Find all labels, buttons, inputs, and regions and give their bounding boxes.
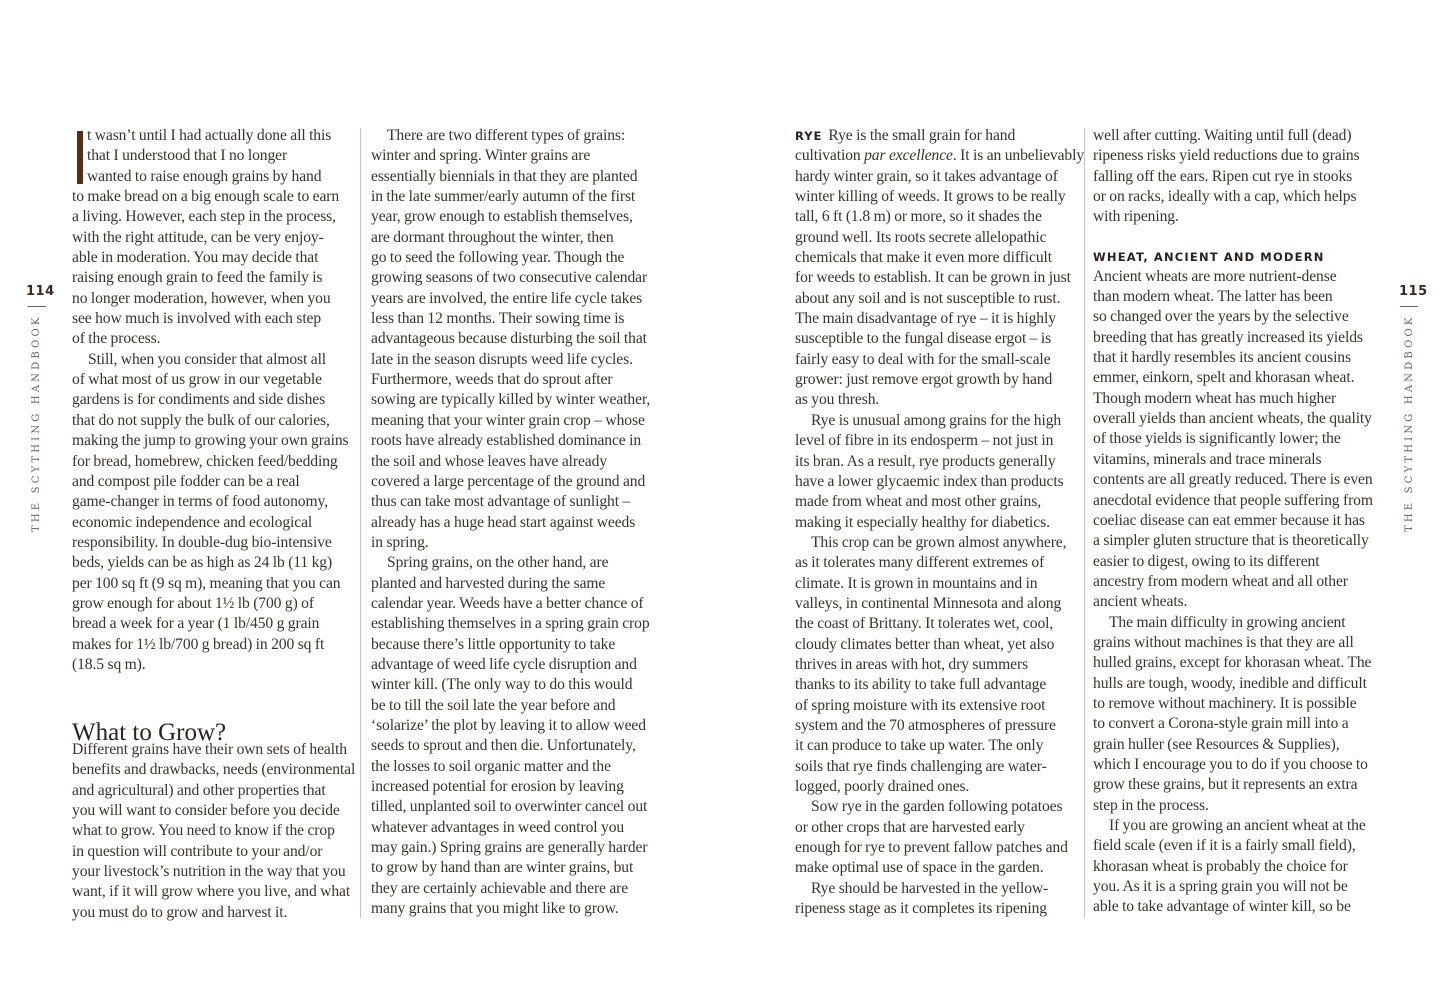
- text-line: a simpler gluten structure that is theoretically: [1093, 532, 1369, 550]
- text-line: field scale (even if it is a fairly small field),: [1093, 837, 1356, 855]
- text-line: that it hardly resembles its ancient cousins: [1093, 349, 1351, 367]
- text-line: This crop can be grown almost anywhere,: [811, 533, 1067, 551]
- text-line: that do not supply the bulk of our calories,: [72, 411, 330, 429]
- text-line: to grow by hand than are winter grains, but: [371, 859, 634, 877]
- text-line: of spring moisture with its extensive root: [795, 696, 1046, 714]
- text-line: Spring grains, on the other hand, are: [387, 554, 609, 572]
- text-line: as it tolerates many different extremes of: [795, 554, 1045, 572]
- page-number-left: 114: [26, 284, 55, 299]
- text-line: that I understood that I no longer: [87, 147, 288, 165]
- text-line: in spring.: [371, 533, 429, 551]
- text-line: logged, poorly drained ones.: [795, 778, 970, 795]
- text-line: climate. It is grown in mountains and in: [795, 574, 1038, 592]
- text-line: made from wheat and most other grains,: [795, 493, 1041, 511]
- text-line: susceptible to the fungal disease ergot – is: [795, 330, 1052, 348]
- text-line: you must do to grow and harvest it.: [72, 903, 288, 921]
- column-divider: [360, 128, 361, 918]
- text-line: to remove without machinery. It is possible: [1093, 694, 1357, 712]
- text-line: for bread, homebrew, chicken feed/bedding: [72, 452, 338, 470]
- text-line: of what most of us grow in our vegetable: [72, 371, 322, 389]
- text-line: be to till the soil late the year before and: [371, 696, 616, 714]
- text-line: responsibility. In double-dug bio-intensive: [72, 533, 332, 551]
- text-line: winter killing of weeds. It grows to be really: [795, 188, 1066, 206]
- text-line: may gain.) Spring grains are generally harder: [371, 839, 648, 857]
- paragraph: [1093, 267, 1378, 613]
- text-line: fairly easy to deal with for the small-scale: [795, 350, 1051, 368]
- text-line: grow these grains, but it represents an extra: [1093, 776, 1358, 794]
- text-line: because there’s little opportunity to take: [371, 635, 616, 653]
- text-line: of those yields is significantly lower; the: [1093, 430, 1341, 448]
- text-line: want, if it will grow where you live, and what: [72, 883, 351, 901]
- text-line: emmer, einkorn, spelt and khorasan wheat.: [1093, 369, 1355, 387]
- text-line: able to take advantage of winter kill, so be: [1093, 898, 1351, 916]
- text-line: years are involved, the entire life cycle takes: [371, 289, 643, 307]
- text-line: There are two different types of grains:: [387, 127, 626, 144]
- text-line: raising enough grain to feed the family is: [72, 269, 323, 287]
- section-heading-what-to-grow: What to Grow?: [72, 718, 227, 746]
- running-head-right: THE SCYTHING HANDBOOK: [1404, 314, 1415, 532]
- text-line: to convert a Corona-style grain mill into a: [1093, 715, 1349, 733]
- text-line: anecdotal evidence that people suffering from: [1093, 491, 1373, 509]
- text-line: or on racks, ideally with a cap, which helps: [1093, 188, 1357, 206]
- intro-paragraph: [72, 126, 357, 350]
- text-line: coeliac disease can eat emmer because it has: [1093, 511, 1365, 529]
- text-line: cloudy climates better than wheat, yet also: [795, 635, 1055, 653]
- text-line: your livestock’s nutrition in the way that you: [72, 863, 346, 881]
- text-line: tall, 6 ft (1.8 m) or more, so it shades the: [795, 208, 1042, 226]
- text-line: (18.5 sq m).: [72, 655, 146, 673]
- text-line: Still, when you consider that almost all: [88, 350, 327, 368]
- text-line: a living. However, each step in the process,: [72, 208, 336, 226]
- text-line: are dormant throughout the winter, then: [371, 228, 614, 246]
- rye-paragraph-rest: [795, 167, 1080, 411]
- text-line: valleys, in continental Minnesota and along: [795, 594, 1062, 612]
- text-line: wanted to raise enough grains by hand: [87, 167, 322, 185]
- text-line: covered a large percentage of the ground and: [371, 472, 646, 490]
- text-line: Furthermore, weeds that do sprout after: [371, 371, 613, 389]
- text-line: Ancient wheats are more nutrient-dense: [1093, 267, 1337, 285]
- text-line: year, grow enough to establish themselves,: [371, 208, 633, 226]
- folio-rule-left: [28, 306, 46, 307]
- text-line: to make bread on a big enough scale to earn: [72, 188, 340, 206]
- italic-text: par excellence: [864, 147, 953, 165]
- rye-runin-heading: RYE: [795, 129, 823, 143]
- text-line: advantageous because disturbing the soil that: [371, 330, 647, 348]
- text-line: they are certainly achievable and there are: [371, 879, 629, 897]
- text-line: Rye should be harvested in the yellow-: [811, 879, 1049, 897]
- text-line: and compost pile fodder can be a real: [72, 472, 300, 490]
- text-line: for weeds to establish. It can be grown in just: [795, 269, 1071, 287]
- text-line: ancestry from modern wheat and all other: [1093, 572, 1348, 590]
- paragraph: [795, 879, 1080, 920]
- text-line: ‘solarize’ the plot by leaving it to allow weed: [371, 716, 646, 734]
- text-line: with the right attitude, can be very enjoy-: [72, 228, 324, 246]
- text-line: in the late summer/early autumn of the first: [371, 188, 636, 206]
- text-line: winter and spring. Winter grains are: [371, 147, 591, 165]
- text-line: economic independence and ecological: [72, 513, 313, 531]
- text-line: it can produce to take up water. The only: [795, 737, 1044, 755]
- text-line: tilled, unplanted soil to overwinter cancel out: [371, 798, 648, 816]
- text: cultivation: [795, 147, 865, 165]
- text-line: the soil and whose leaves have already: [371, 452, 608, 470]
- text-line: khorasan wheat is probably the choice for: [1093, 857, 1348, 875]
- text-line: seeds to sprout and then die. Unfortunately,: [371, 737, 636, 755]
- text-line: hardy winter grain, so it takes advantage of: [795, 167, 1058, 185]
- text-line: which I encourage you to do if you choose to: [1093, 755, 1368, 773]
- rye-second-line: [795, 146, 1085, 166]
- text-line: planted and harvested during the same: [371, 574, 606, 592]
- text-line: make optimal use of space in the garden.: [795, 859, 1044, 877]
- text-line: grain huller (see Resources & Supplies),: [1093, 735, 1340, 753]
- text-line: The main disadvantage of rye – it is highly: [795, 310, 1056, 328]
- text-line: calendar year. Weeds have a better chance of: [371, 594, 644, 612]
- text-line: grains without machines is that they are all: [1093, 633, 1354, 651]
- text-line: the coast of Brittany. It tolerates wet, cool,: [795, 615, 1054, 633]
- paragraph: [795, 533, 1080, 797]
- paragraph: [1093, 126, 1378, 228]
- text-line: Different grains have their own sets of health: [72, 741, 347, 758]
- text-line: overall yields than ancient wheats, the quality: [1093, 410, 1372, 428]
- text-line: system and the 70 atmospheres of pressure: [795, 716, 1056, 734]
- left-page: [0, 0, 722, 987]
- text-line: Sow rye in the garden following potatoes: [811, 798, 1063, 816]
- text-line: late in the season disrupts weed life cycles.: [371, 350, 633, 368]
- rye-first-line: [795, 126, 1080, 146]
- text-line: sowing are typically killed by winter weather,: [371, 391, 651, 409]
- text-line: able in moderation. You may decide that: [72, 249, 319, 267]
- paragraph: [72, 740, 357, 923]
- text-line: enough for rye to prevent fallow patches and: [795, 839, 1068, 857]
- text-line: with ripening.: [1093, 208, 1179, 226]
- text-line: its bran. As a result, rye products generally: [795, 452, 1056, 470]
- text-line: about any soil and is not susceptible to rust.: [795, 289, 1061, 307]
- text-line: t wasn’t until I had actually done all this: [87, 127, 332, 144]
- subheading-wheat: WHEAT, ANCIENT AND MODERN: [1093, 249, 1325, 264]
- text-line: less than 12 months. Their sowing time is: [371, 310, 625, 328]
- text-line: essentially biennials in that they are planted: [371, 167, 638, 185]
- text-line: well after cutting. Waiting until full (dead): [1093, 127, 1352, 144]
- text-line: you will want to consider before you decide: [72, 802, 340, 820]
- text-line: of the process.: [72, 330, 161, 348]
- text-line: making the jump to growing your own grains: [72, 432, 349, 450]
- text-line: chemicals that make it even more difficult: [795, 249, 1052, 267]
- text-line: If you are growing an ancient wheat at the: [1109, 817, 1366, 834]
- left-column-2: [371, 126, 656, 919]
- text-line: beds, yields can be as high as 24 lb (11 kg): [72, 554, 333, 572]
- text-line: Rye is unusual among grains for the high: [811, 411, 1062, 429]
- text-line: winter kill. (The only way to do this would: [371, 676, 633, 694]
- text-line: as you thresh.: [795, 391, 880, 409]
- text-line: thrives in areas with hot, dry summers: [795, 655, 1029, 673]
- left-column-1: [72, 126, 357, 675]
- text-line: increased potential for erosion by leaving: [371, 778, 624, 795]
- text-line: and agricultural) and other properties that: [72, 781, 326, 799]
- folio-rule-right: [1400, 306, 1418, 307]
- text-line: step in the process.: [1093, 796, 1209, 814]
- text-line: many grains that you might like to grow.: [371, 900, 619, 918]
- text-line: ripeness stage as it completes its ripening: [795, 900, 1048, 918]
- text: Rye is the small grain for hand: [828, 127, 1016, 144]
- text-line: soils that rye finds challenging are water-: [795, 757, 1047, 775]
- text-line: vitamins, minerals and trace minerals: [1093, 450, 1322, 468]
- text-line: hulls are tough, woody, inedible and difficult: [1093, 674, 1367, 692]
- text-line: grow enough for about 1½ lb (700 g) of: [72, 594, 314, 612]
- text-line: level of fibre in its endosperm – not just in: [795, 432, 1054, 450]
- text-line: no longer moderation, however, when you: [72, 289, 331, 307]
- paragraph: [1093, 613, 1378, 816]
- text-line: contents are all greatly reduced. There is even: [1093, 471, 1373, 489]
- text-line: per 100 sq ft (9 sq m), meaning that you can: [72, 574, 341, 592]
- paragraph: [1093, 816, 1378, 918]
- text-line: bread a week for a year (1 lb/450 g grain: [72, 615, 320, 633]
- paragraph: [795, 797, 1080, 878]
- text-line: growing seasons of two consecutive calendar: [371, 269, 648, 287]
- text: . It is an unbelievably: [952, 147, 1085, 165]
- text-line: in question will contribute to your and/or: [72, 842, 323, 860]
- text-line: breeding that has greatly increased its yields: [1093, 328, 1363, 346]
- text-line: benefits and drawbacks, needs (environmental: [72, 761, 356, 779]
- text-line: ripeness risks yield reductions due to grains: [1093, 147, 1360, 165]
- text-line: than modern wheat. The latter has been: [1093, 288, 1333, 306]
- text-line: have a lower glycaemic index than products: [795, 472, 1064, 490]
- text-line: falling off the ears. Ripen cut rye in stooks: [1093, 167, 1353, 185]
- page-number-right: 115: [1399, 284, 1428, 299]
- text-line: whatever advantages in weed control you: [371, 818, 625, 836]
- text-line: roots have already established dominance in: [371, 432, 642, 450]
- text-line: grower: just remove ergot growth by hand: [795, 371, 1053, 389]
- text-line: establishing themselves in a spring grain crop: [371, 615, 650, 633]
- text-line: so changed over the years by the selective: [1093, 308, 1349, 326]
- text-line: see how much is involved with each step: [72, 310, 322, 328]
- paragraph: [371, 126, 656, 553]
- text-line: game-changer in terms of food autonomy,: [72, 493, 329, 511]
- text-line: thanks to its ability to take full advantage: [795, 676, 1047, 694]
- text-line: making it especially healthy for diabetics.: [795, 513, 1050, 531]
- rye-paragraph: [795, 126, 1085, 411]
- text-line: ancient wheats.: [1093, 593, 1188, 611]
- text-line: what to grow. You need to know if the crop: [72, 822, 335, 840]
- text-line: easier to digest, owing to its different: [1093, 552, 1320, 570]
- text-line: go to seed the following year. Though the: [371, 249, 625, 267]
- text-line: or other crops that are harvested early: [795, 818, 1025, 836]
- running-head-left: THE SCYTHING HANDBOOK: [31, 314, 42, 532]
- column-divider: [1084, 128, 1085, 918]
- paragraph: [72, 350, 357, 676]
- text-line: The main difficulty in growing ancient: [1109, 613, 1346, 631]
- text-line: already has a huge head start against weeds: [371, 513, 636, 531]
- text-line: gardens is for condiments and side dishes: [72, 391, 326, 409]
- left-column-1-section: [72, 740, 357, 923]
- text-line: ground well. Its roots secrete allelopathic: [795, 228, 1047, 246]
- text-line: meaning that your winter grain crop – whose: [371, 411, 645, 429]
- text-line: thus can take most advantage of sunlight –: [371, 493, 631, 511]
- paragraph: [795, 411, 1080, 533]
- text-line: makes for 1½ lb/700 g bread) in 200 sq ft: [72, 635, 325, 653]
- right-page: [722, 0, 1445, 987]
- right-column-1: [795, 126, 1085, 919]
- right-column-2: [1093, 126, 1378, 918]
- text-line: Though modern wheat has much higher: [1093, 389, 1337, 407]
- text-line: hulled grains, except for khorasan wheat. The: [1093, 654, 1372, 672]
- text-line: you. As it is a spring grain you will not be: [1093, 878, 1348, 896]
- text-line: advantage of weed life cycle disruption and: [371, 655, 637, 673]
- paragraph: [371, 553, 656, 919]
- text-line: the losses to soil organic matter and the: [371, 757, 611, 775]
